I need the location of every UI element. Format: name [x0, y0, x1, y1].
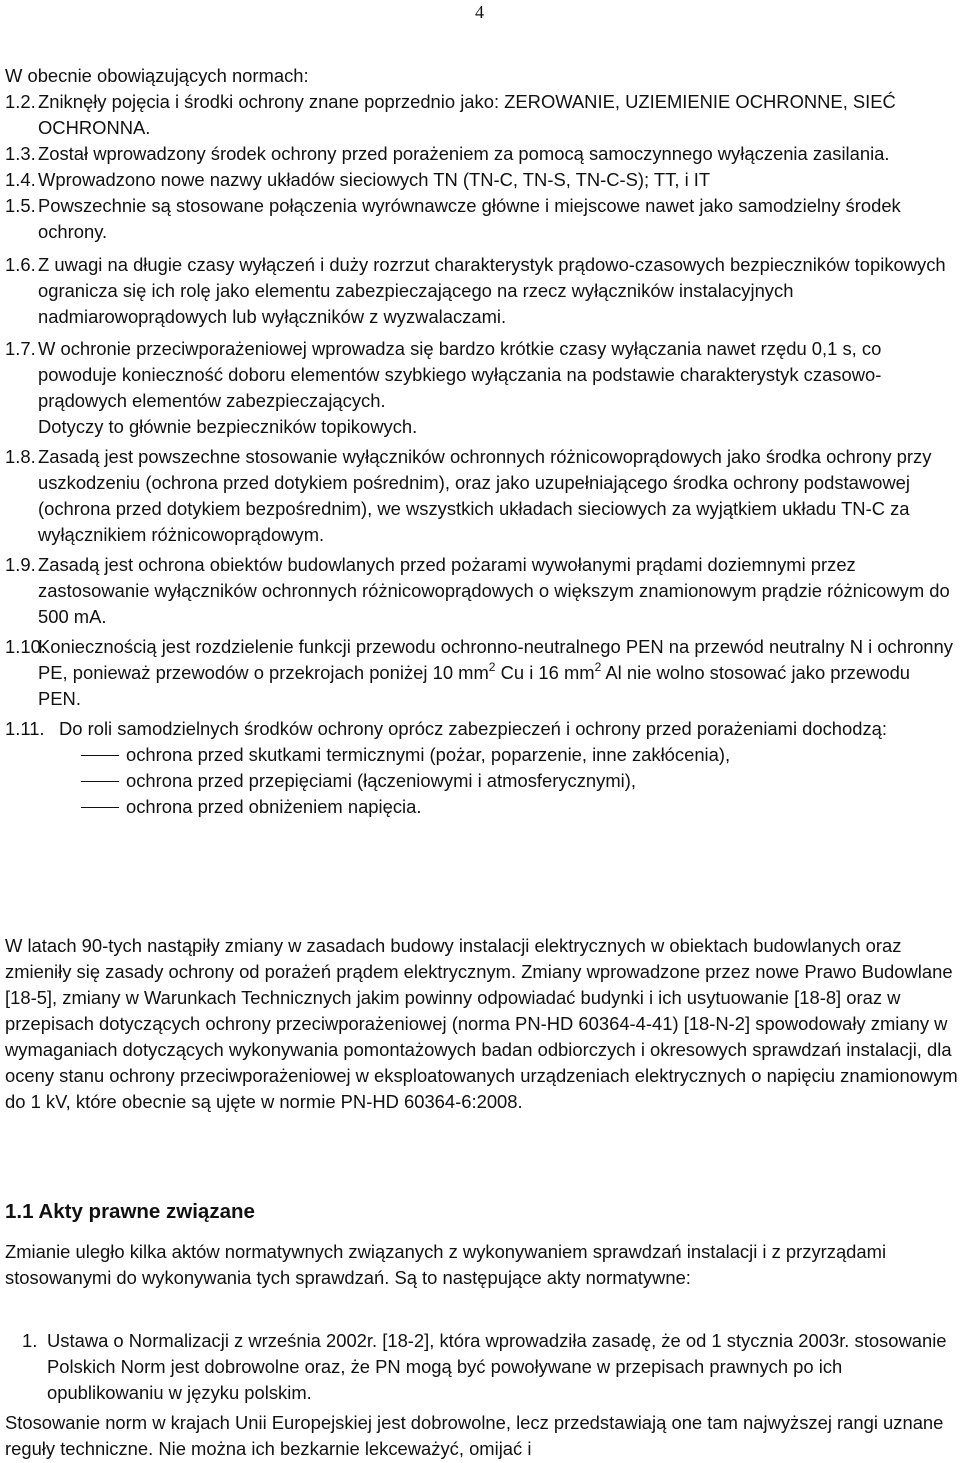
item-number: 1.5. [5, 195, 36, 216]
item-text: Wprowadzono nowe nazwy układów sieciowych TN (TN-C, TN-S, TN-C-S); TT, i IT [38, 169, 711, 190]
superscript: 2 [488, 660, 496, 674]
item-text: W ochronie przeciwporażeniowej wprowadza się bardzo krótkie czasy wyłączania nawet rzędu 0,1 s, co powoduje konieczność doboru elementów szybkiego wyłączania na podstawie charakterystyk czasowo-prądowych elementów zabezpieczających. [38, 338, 882, 411]
item-text: Ustawa o Normalizacji z września 2002r. [18-2], która wprowadziła zasadę, że od 1 stycznia 2003r. stosowanie Polskich Norm jest dobrowolne oraz, że PN mogą być powoływane w przepisach prawnych po ich opublikowaniu w języku polskim. [47, 1330, 947, 1403]
ordered-list [5, 1328, 955, 1406]
list-item [5, 336, 955, 440]
dash-bullet-item [59, 768, 955, 794]
item-number: 1.4. [5, 169, 36, 190]
item-text: Do roli samodzielnych środków ochrony oprócz zabezpieczeń i ochrony przed porażeniami dochodzą: [59, 718, 888, 739]
item-number: 1. [22, 1330, 38, 1351]
bullet-text: ochrona przed obniżeniem napięcia. [126, 796, 422, 817]
superscript: 2 [594, 660, 602, 674]
list-item [5, 193, 955, 245]
item-text-note: Dotyczy to głównie bezpieczników topikowych. [38, 416, 418, 437]
item-text: Z uwagi na długie czasy wyłączeń i duży rozrzut charakterystyk prądowo-czasowych bezpieczników topikowych ogranicza się ich rolę jako elementu zabezpieczającego na rzecz wyłączników instalacyjnych nadmiarowoprądowych lub wyłączników z wyzwalaczami. [38, 254, 946, 327]
list-item [5, 716, 955, 820]
list-item [5, 252, 955, 330]
item-text: Został wprowadzony środek ochrony przed porażeniem za pomocą samoczynnego wyłączenia zasilania. [38, 143, 890, 164]
changes-list [5, 89, 955, 820]
item-text: Powszechnie są stosowane połączenia wyrównawcze główne i miejscowe nawet jako samodzielny środek ochrony. [38, 195, 901, 242]
item-number: 1.8. [5, 446, 36, 467]
item-text: Zasadą jest ochrona obiektów budowlanych przed pożarami wywołanymi prądami doziemnymi przez zastosowanie wyłączników ochronnych różnicowoprądowych o większym znamionowym prądzie różnicowym do 500 mA. [38, 554, 950, 627]
dash-bullet-icon [81, 781, 119, 782]
item-text: Koniecznością jest rozdzielenie funkcji przewodu ochronno-neutralnego PEN na przewód neutralny N i ochronny PE, ponieważ przewodów o przekrojach poniżej 10 mm [38, 636, 953, 683]
item-number: 1.2. [5, 91, 36, 112]
list-item [5, 1328, 955, 1406]
dash-bullet-item [59, 742, 955, 768]
item-text: Zasadą jest powszechne stosowanie wyłączników ochronnych różnicowoprądowych jako środka ochrony przy uszkodzeniu (ochrona przed dotykiem pośrednim), oraz jako uzupełniającego środka ochrony podstawowej (ochrona przed dotykiem bezpośrednim), we wszystkich układach sieciowych za wyjątkiem układu TN-C za wyłącznikiem różnicowoprądowym. [38, 446, 932, 545]
paragraph: W latach 90-tych nastąpiły zmiany w zasadach budowy instalacji elektrycznych w obiektach budowlanych oraz zmieniły się zasady ochrony od porażeń prądem elektrycznym. Zmiany wprowadzone przez nowe Prawo Budowlane [18-5], zmiany w Warunkach Technicznych jakim powinny odpowiadać budynki i ich usytuowanie [18-8] oraz w przepisach dotyczących ochrony przeciwporażeniowej (norma PN-HD 60364-4-41) [18-N-2] spowodowały zmiany w wymaganiach dotyczących wykonywania pomontażowych badan odbiorczych i okresowych sprawdzań instalacji, dla oceny stanu ochrony przeciwporażeniowej w eksploatowanych urządzeniach elektrycznych o napięciu znamionowym do 1 kV, które obecnie są ujęte w normie PN-HD 60364-6:2008. [5, 935, 958, 1112]
section-heading: 1.1 Akty prawne związane [5, 1200, 255, 1223]
paragraph: Zmianie uległo kilka aktów normatywnych związanych z wykonywaniem sprawdzań instalacji i z przyrządami stosowanymi do wykonywania tych sprawdzań. Są to następujące akty normatywne: [5, 1241, 887, 1288]
paragraph: Stosowanie norm w krajach Unii Europejskiej jest dobrowolne, lecz przedstawiają one tam najwyższej rangi uznane reguły techniczne. Nie można ich bezkarnie lekceważyć, omijać i [5, 1412, 944, 1459]
item-number: 1.9. [5, 554, 36, 575]
list-item [5, 634, 955, 712]
dash-bullet-icon [81, 807, 119, 808]
item-number: 1.6. [5, 254, 36, 275]
list-item [5, 444, 955, 548]
intro-line: W obecnie obowiązujących normach: [5, 65, 309, 86]
bullet-text: ochrona przed skutkami termicznymi (pożar, poparzenie, inne zakłócenia), [126, 744, 731, 765]
dash-bullet-icon [81, 755, 119, 756]
list-item [5, 167, 955, 193]
list-item [5, 89, 955, 141]
list-item [5, 141, 955, 167]
item-number: 1.7. [5, 338, 36, 359]
item-text: Cu i 16 mm [495, 662, 595, 683]
page-number: 4 [475, 2, 484, 22]
item-text: Al nie wolno stosować jako przewodu PEN. [38, 662, 911, 709]
item-number: 1.10. [5, 636, 46, 657]
dash-bullet-item [59, 794, 955, 820]
item-number: 1.3. [5, 143, 36, 164]
item-number: 1.11. [5, 718, 45, 739]
bullet-text: ochrona przed przepięciami (łączeniowymi i atmosferycznymi), [126, 770, 636, 791]
list-item [5, 552, 955, 630]
item-text: Zniknęły pojęcia i środki ochrony znane poprzednio jako: ZEROWANIE, UZIEMIENIE OCHRONNE, SIEĆ OCHRONNA. [38, 91, 896, 138]
